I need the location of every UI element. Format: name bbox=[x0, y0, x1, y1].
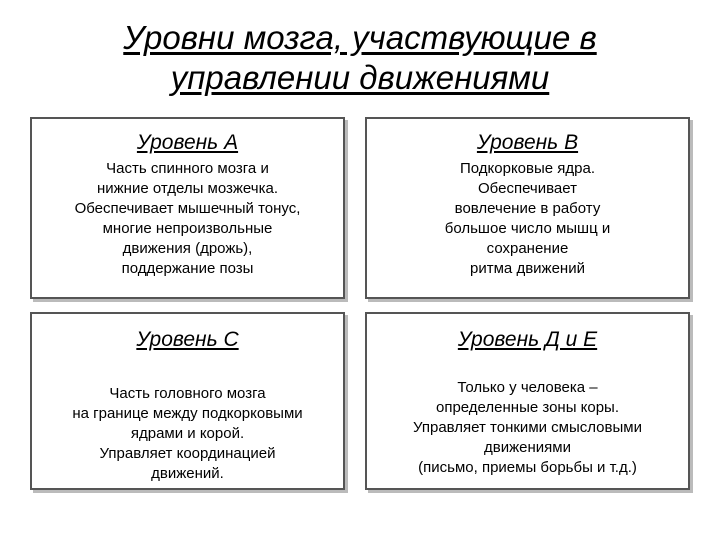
level-c-description bbox=[32, 384, 343, 484]
level-d-e-description bbox=[367, 378, 688, 478]
level-c-heading: Уровень С bbox=[136, 328, 239, 351]
level-a-line: нижние отделы мозжечка. bbox=[96, 180, 278, 197]
level-c-card bbox=[30, 312, 345, 490]
level-d-e-line: Только у человека – bbox=[457, 379, 598, 396]
level-c-line: на границе между подкорковыми bbox=[72, 405, 303, 422]
level-b-heading: Уровень В bbox=[476, 131, 579, 154]
level-a-line: многие непроизвольные bbox=[102, 220, 273, 237]
level-a-line: Обеспечивает мышечный тонус, bbox=[74, 200, 301, 217]
level-b-line: большое число мышц и bbox=[444, 220, 611, 237]
level-b-card bbox=[365, 117, 690, 299]
level-c-line: Управляет координацией bbox=[99, 445, 276, 462]
level-d-e-line: Управляет тонкими смысловыми bbox=[413, 419, 642, 436]
level-c-line: движений. bbox=[151, 465, 224, 482]
level-b-line: Обеспечивает bbox=[478, 180, 577, 197]
page-title bbox=[20, 18, 700, 98]
level-d-e-card bbox=[365, 312, 690, 490]
title-line-1: Уровни мозга, участвующие в bbox=[123, 19, 597, 56]
level-a-line: поддержание позы bbox=[121, 260, 254, 277]
level-d-e-line: движениями bbox=[484, 439, 571, 456]
level-b-description bbox=[367, 159, 688, 279]
level-a-description bbox=[32, 159, 343, 279]
level-d-e-line: (письмо, приемы борьбы и т.д.) bbox=[418, 459, 637, 476]
level-a-card bbox=[30, 117, 345, 299]
level-d-e-heading: Уровень Д и Е bbox=[457, 328, 598, 351]
title-line-2: управлении движениями bbox=[170, 59, 550, 96]
level-c-line: ядрами и корой. bbox=[130, 425, 245, 442]
level-a-heading: Уровень А bbox=[136, 131, 239, 154]
level-a-line: движения (дрожь), bbox=[122, 240, 253, 257]
level-d-e-line: определенные зоны коры. bbox=[435, 399, 620, 416]
level-c-line: Часть головного мозга bbox=[109, 385, 266, 402]
level-b-line: ритма движений bbox=[470, 260, 585, 277]
level-b-line: сохранение bbox=[486, 240, 569, 257]
level-a-line: Часть спинного мозга и bbox=[106, 160, 269, 177]
level-b-line: Подкорковые ядра. bbox=[459, 160, 596, 177]
level-b-line: вовлечение в работу bbox=[454, 200, 601, 217]
